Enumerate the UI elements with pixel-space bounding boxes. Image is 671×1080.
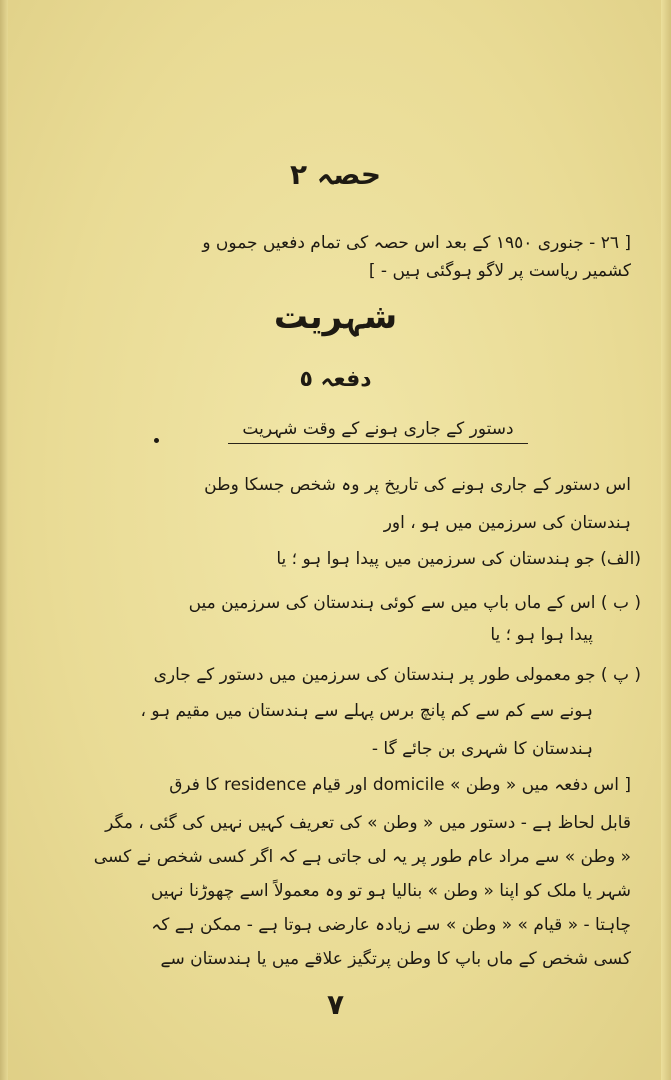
part-heading: حصہ ۲	[289, 158, 382, 191]
main-text-line: ہندستان کی سرزمین میں ہو ، اور	[383, 513, 631, 533]
editorial-note-line: کشمیر ریاست پر لاگو ہوگئی ہیں - ]	[368, 261, 631, 281]
clause-pe-line: ( پ ) جو معمولی طور پر ہندستان کی سرزمین میں دستور کے جاری	[153, 665, 641, 685]
commentary-line: [ اس دفعہ میں « وطن » domicile اور قیام residence کا فرق	[169, 775, 631, 795]
clause-be-line: پیدا ہوا ہو ؛ یا	[490, 625, 593, 645]
editorial-note-line: [ ٢٦ - جنوری ١٩٥٠ کے بعد اس حصہ کی تمام دفعیں جموں و	[202, 233, 631, 253]
section-label: دفعہ ٥	[299, 367, 372, 392]
commentary-line: « وطن » سے مراد عام طور پر یہ لی جاتی ہے کہ اگر کسی شخص نے کسی	[93, 847, 631, 867]
clause-be-line: ( ب ) اس کے ماں باپ میں سے کوئی ہندستان کی سرزمین میں	[188, 593, 641, 613]
page-number: ٧	[326, 988, 345, 1021]
section-heading: دستور کے جاری ہونے کے وقت شہریت	[228, 418, 528, 444]
chapter-title: شہریت	[273, 297, 398, 337]
clause-alif: (الف) جو ہندستان کی سرزمین میں پیدا ہوا ہو ؛ یا	[276, 549, 641, 569]
commentary-line: چاہتا - « قیام » « وطن » سے زیادہ عارضی ہوتا ہے - ممکن ہے کہ	[151, 915, 631, 935]
ink-dot	[154, 438, 159, 443]
clause-pe-line: ہونے سے کم سے کم پانچ برس پہلے سے ہندستان میں مقیم ہو ،	[140, 701, 593, 721]
commentary-line: قابل لحاظ ہے - دستور میں « وطن » کی تعریف کہیں نہیں کی گئی ، مگر	[105, 813, 631, 833]
clause-pe-line: ہندستان کا شہری بن جائے گا -	[371, 739, 593, 759]
commentary-line: شہر یا ملک کو اپنا « وطن » بنالیا ہو تو وہ معمولاً اسے چھوڑنا نہیں	[150, 881, 631, 901]
commentary-line: کسی شخص کے ماں باپ کا وطن پرتگیز علاقے میں یا ہندستان سے	[160, 949, 631, 969]
main-text-line: اس دستور کے جاری ہونے کی تاریخ پر وہ شخص جسکا وطن	[204, 475, 631, 495]
